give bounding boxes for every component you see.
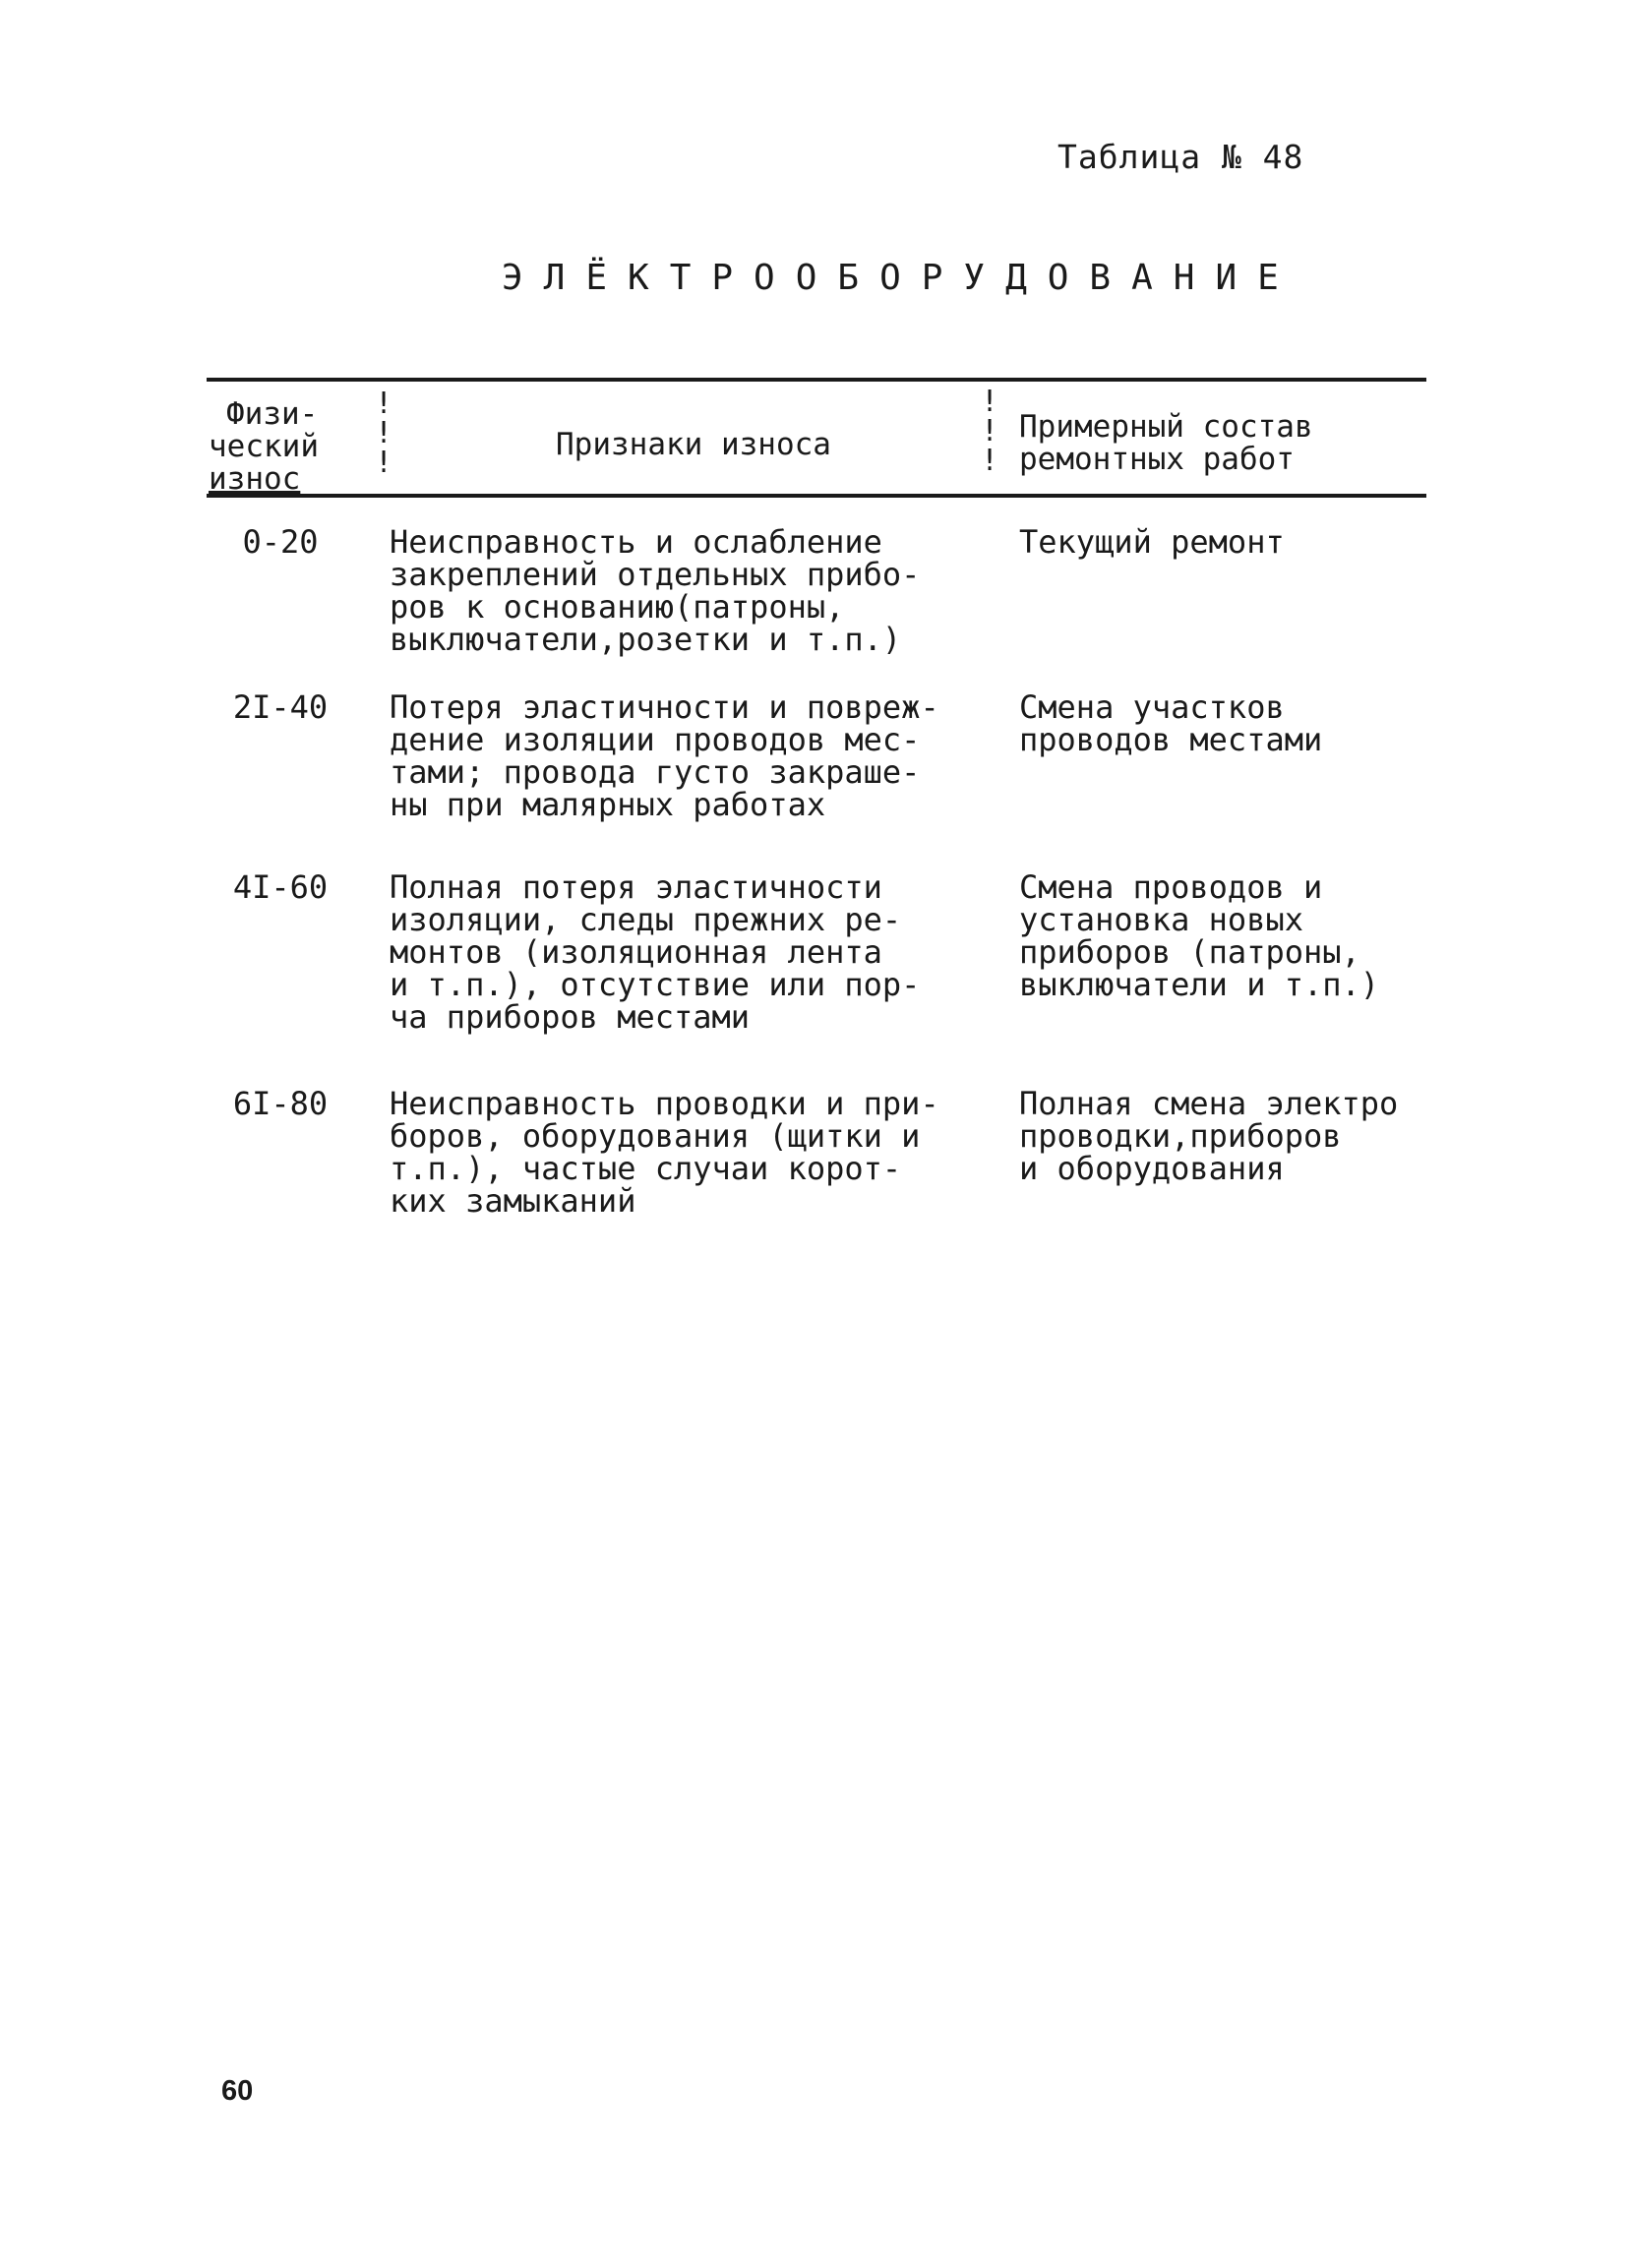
repair-works-cell bbox=[1019, 1085, 1399, 1187]
repair-works-cell bbox=[1019, 868, 1380, 1003]
wear-range-cell: 6I-80 bbox=[232, 1085, 329, 1122]
text-line: Неисправность проводки и при- bbox=[390, 1085, 939, 1122]
wear-range-cell: 0-20 bbox=[242, 523, 319, 561]
header-physical-wear-line: Физи- bbox=[226, 396, 319, 432]
wear-range-cell: 4I-60 bbox=[232, 868, 329, 906]
text-line: монтов (изоляционная лента bbox=[390, 933, 882, 971]
header-wear-signs: Признаки износа bbox=[556, 427, 831, 462]
header-repair-works-line: Примерный состав bbox=[1019, 409, 1313, 445]
table-top-rule bbox=[207, 378, 1426, 382]
text-line: ров к основанию(патроны, bbox=[390, 588, 845, 626]
header-physical-wear-line: ческий bbox=[209, 429, 319, 464]
text-line: и оборудования bbox=[1019, 1150, 1285, 1187]
text-line: закреплений отдельных прибо- bbox=[390, 556, 921, 593]
wear-range-cell: 2I-40 bbox=[232, 688, 329, 726]
text-line: Полная смена электро bbox=[1019, 1085, 1399, 1122]
text-line: дение изоляции проводов мес- bbox=[390, 721, 921, 758]
text-line: проводки,приборов bbox=[1019, 1117, 1342, 1155]
text-line: ких замыканий bbox=[390, 1182, 636, 1220]
text-line: проводов местами bbox=[1019, 721, 1323, 758]
text-line: установка новых bbox=[1019, 901, 1303, 938]
text-line: приборов (патроны, bbox=[1019, 933, 1360, 971]
header-separator: ! ! ! bbox=[981, 385, 999, 478]
text-line: выключатели,розетки и т.п.) bbox=[390, 621, 902, 658]
repair-works-cell bbox=[1019, 688, 1323, 758]
text-line: Неисправность и ослабление bbox=[390, 523, 882, 561]
wear-signs-cell bbox=[390, 523, 921, 658]
table-number: Таблица № 48 bbox=[1057, 138, 1304, 176]
text-line: Смена участков bbox=[1019, 688, 1285, 726]
text-line: боров, оборудования (щитки и bbox=[390, 1117, 921, 1155]
repair-works-cell bbox=[1019, 523, 1285, 561]
header-physical-wear-line: износ bbox=[209, 461, 301, 497]
text-line: Полная потеря эластичности bbox=[390, 868, 882, 906]
wear-signs-cell bbox=[390, 688, 939, 823]
header-separator: ! ! ! bbox=[375, 387, 393, 480]
text-line: ны при малярных работах bbox=[390, 786, 826, 823]
text-line: изоляции, следы прежних ре- bbox=[390, 901, 902, 938]
text-line: и т.п.), отсутствие или пор- bbox=[390, 966, 921, 1003]
document-title: ЭЛЁКТРООБОРУДОВАНИЕ bbox=[502, 258, 1299, 298]
text-line: выключатели и т.п.) bbox=[1019, 966, 1380, 1003]
page-number: 60 bbox=[221, 2075, 254, 2107]
header-repair-works-line: ремонтных работ bbox=[1019, 442, 1295, 477]
header-physical-wear bbox=[209, 398, 346, 496]
text-line: Смена проводов и bbox=[1019, 868, 1323, 906]
text-line: ча приборов местами bbox=[390, 998, 751, 1036]
header-repair-works bbox=[1019, 411, 1313, 476]
wear-signs-cell bbox=[390, 868, 921, 1036]
text-line: Потеря эластичности и повреж- bbox=[390, 688, 939, 726]
wear-signs-cell bbox=[390, 1085, 939, 1220]
table-header-rule bbox=[207, 494, 1426, 498]
text-line: тами; провода густо закраше- bbox=[390, 753, 921, 791]
text-line: т.п.), частые случаи корот- bbox=[390, 1150, 902, 1187]
text-line: Текущий ремонт bbox=[1019, 523, 1285, 561]
